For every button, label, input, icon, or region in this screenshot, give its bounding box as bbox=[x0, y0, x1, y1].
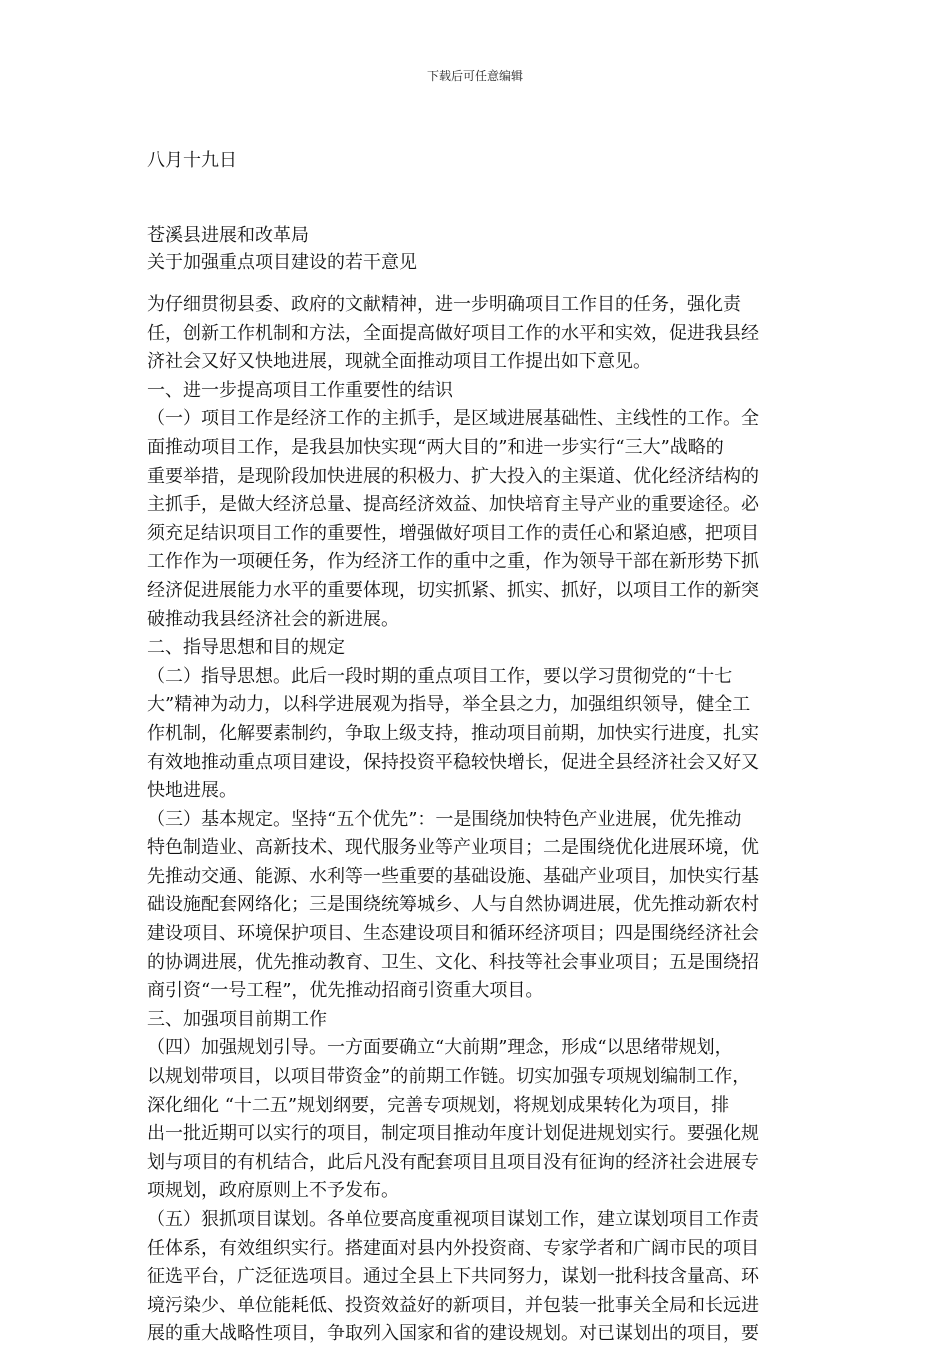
document-date: 八月十九日 bbox=[147, 150, 237, 171]
body-line: 须充足结识项目工作的重要性，增强做好项目工作的责任心和紧迫感，把项目 bbox=[147, 522, 759, 544]
body-line: 的协调进展，优先推动教育、卫生、文化、科技等社会事业项目；五是围绕招 bbox=[147, 951, 759, 973]
body-line: 建设项目、环境保护项目、生态建设项目和循环经济项目；四是围绕经济社会 bbox=[147, 923, 759, 945]
body-line: 础设施配套网络化；三是围绕统筹城乡、人与自然协调进展，优先推动新农村 bbox=[147, 894, 759, 916]
body-line: 重要举措，是现阶段加快进展的积极力、扩大投入的主渠道、优化经济结构的 bbox=[147, 465, 759, 487]
page-header-note: 下载后可任意编辑 bbox=[426, 69, 523, 83]
document-heading bbox=[147, 222, 417, 276]
body-line: （二）指导思想。此后一段时期的重点项目工作，要以学习贯彻党的“十七 bbox=[147, 665, 733, 687]
body-line: 快地进展。 bbox=[147, 780, 237, 802]
body-line: 境污染少、单位能耗低、投资效益好的新项目，并包装一批事关全局和长远进 bbox=[147, 1294, 759, 1316]
body-line: 作机制，化解要素制约，争取上级支持，推动项目前期，加快实行进度，扎实 bbox=[147, 722, 759, 744]
section-heading: 二、指导思想和目的规定 bbox=[147, 637, 345, 659]
body-line: 经济促进展能力水平的重要体现，切实抓紧、抓实、抓好，以项目工作的新突 bbox=[147, 579, 759, 601]
body-line: （三）基本规定。坚持“五个优先”：一是围绕加快特色产业进展，优先推动 bbox=[147, 808, 742, 830]
body-line: 特色制造业、高新技术、现代服务业等产业项目；二是围绕优化进展环境，优 bbox=[147, 837, 759, 859]
body-line: 任，创新工作机制和方法，全面提高做好项目工作的水平和实效，促进我县经 bbox=[147, 322, 759, 344]
body-line: 先推动交通、能源、水利等一些重要的基础设施、基础产业项目，加快实行基 bbox=[147, 865, 759, 887]
body-line: 商引资“一号工程”，优先推动招商引资重大项目。 bbox=[147, 980, 544, 1002]
body-line: 大”精神为动力，以科学进展观为指导，举全县之力，加强组织领导，健全工 bbox=[147, 694, 751, 716]
body-line: 破推动我县经济社会的新进展。 bbox=[147, 608, 399, 630]
body-line: 征选平台，广泛征选项目。通过全县上下共同努力，谋划一批科技含量高、环 bbox=[147, 1266, 759, 1288]
body-line: 工作作为一项硬任务，作为经济工作的重中之重，作为领导干部在新形势下抓 bbox=[147, 551, 759, 573]
section-heading: 三、加强项目前期工作 bbox=[147, 1008, 327, 1030]
body-line: 有效地推动重点项目建设，保持投资平稳较快增长，促进全县经济社会又好又 bbox=[147, 751, 759, 773]
issuing-organization: 苍溪县进展和改革局 bbox=[147, 225, 309, 246]
body-line: 面推动项目工作，是我县加快实现“两大目的”和进一步实行“三大”战略的 bbox=[147, 436, 724, 458]
body-line: （四）加强规划引导。一方面要确立“大前期”理念，形成“以思绪带规划， bbox=[147, 1037, 733, 1059]
document-title: 关于加强重点项目建设的若干意见 bbox=[147, 252, 417, 273]
body-line: （一）项目工作是经济工作的主抓手，是区域进展基础性、主线性的工作。全 bbox=[147, 408, 759, 430]
body-line: （五）狠抓项目谋划。各单位要高度重视项目谋划工作，建立谋划项目工作责 bbox=[147, 1209, 759, 1230]
body-line: 济社会又好又快地进展，现就全面推动项目工作提出如下意见。 bbox=[147, 351, 651, 373]
body-line: 以规划带项目，以项目带资金”的前期工作链。切实加强专项规划编制工作， bbox=[147, 1066, 751, 1088]
document-body bbox=[147, 291, 803, 1349]
body-line: 主抓手，是做大经济总量、提高经济效益、加快培育主导产业的重要途径。必 bbox=[147, 494, 759, 516]
body-line: 展的重大战略性项目，争取列入国家和省的建设规划。对已谋划出的项目，要 bbox=[147, 1323, 759, 1345]
body-line: 划与项目的有机结合，此后凡没有配套项目且项目没有征询的经济社会进展专 bbox=[147, 1151, 759, 1173]
body-line: 深化细化 “十二五”规划纲要，完善专项规划，将规划成果转化为项目，排 bbox=[147, 1094, 730, 1116]
body-line: 任体系，有效组织实行。搭建面对县内外投资商、专家学者和广阔市民的项目 bbox=[147, 1237, 759, 1259]
body-line: 出一批近期可以实行的项目，制定项目推动年度计划促进规划实行。要强化规 bbox=[147, 1123, 759, 1145]
body-line: 项规划，政府原则上不予发布。 bbox=[147, 1180, 399, 1202]
body-line: 为仔细贯彻县委、政府的文献精神，进一步明确项目工作目的任务，强化责 bbox=[147, 294, 741, 315]
section-heading: 一、进一步提高项目工作重要性的结识 bbox=[147, 379, 453, 401]
